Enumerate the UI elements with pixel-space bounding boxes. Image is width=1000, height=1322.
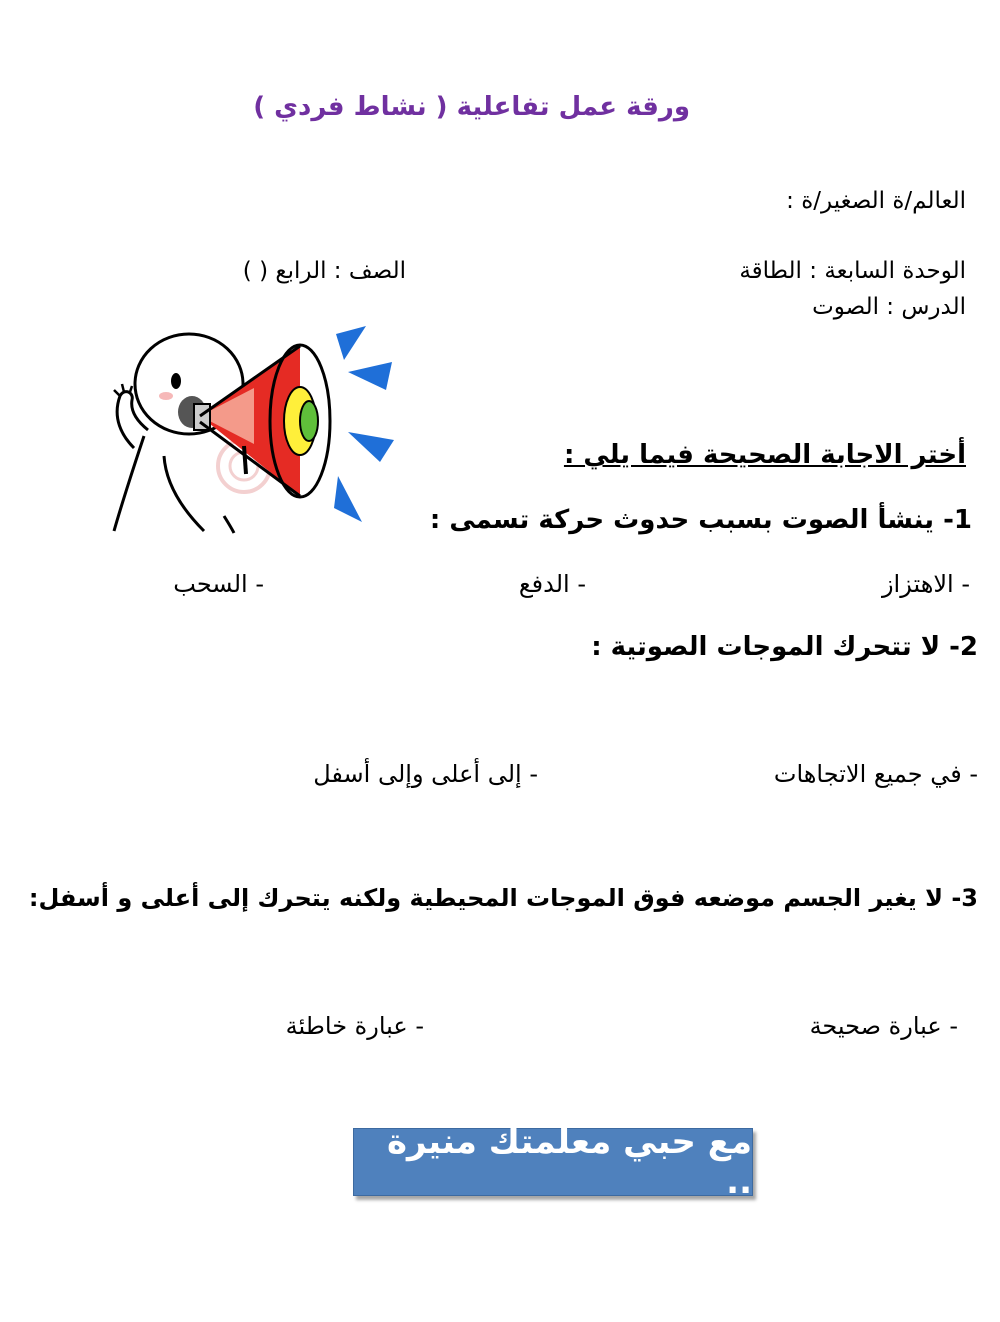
- question-2: 2- لا تتحرك الموجات الصوتية :: [591, 632, 978, 662]
- q1-choice-2[interactable]: - الدفع: [518, 570, 586, 598]
- q3-choice-1[interactable]: - عبارة صحيحة: [809, 1012, 958, 1040]
- teacher-signature-text: مع حبي معلمتك منيرة ..: [386, 1122, 752, 1202]
- student-name-label: العالم/ة الصغير/ة :: [786, 188, 966, 214]
- q1-choice-1[interactable]: - الاهتزاز: [881, 570, 970, 598]
- unit-label: الوحدة السابعة : الطاقة: [739, 258, 966, 284]
- lesson-label: الدرس : الصوت: [812, 294, 966, 320]
- q2-choice-1[interactable]: - في جميع الاتجاهات: [773, 760, 978, 788]
- question-3: 3- لا يغير الجسم موضعه فوق الموجات المحيطية ولكنه يتحرك إلى أعلى و أسفل:: [28, 884, 978, 912]
- question-1: 1- ينشأ الصوت بسبب حدوث حركة تسمى :: [429, 505, 972, 535]
- q2-choice-2[interactable]: - إلى أعلى وإلى أسفل: [313, 760, 538, 788]
- instruction-heading: أختر الاجابة الصحيحة فيما يلي :: [563, 440, 966, 470]
- q3-choice-2[interactable]: - عبارة خاطئة: [285, 1012, 424, 1040]
- worksheet-title: ورقة عمل تفاعلية ( نشاط فردي ): [253, 92, 690, 122]
- q1-choice-3[interactable]: - السحب: [173, 570, 264, 598]
- megaphone-cartoon-illustration: [104, 326, 404, 536]
- teacher-signature-box: [353, 1122, 753, 1202]
- grade-label: الصف : الرابع ( ): [242, 258, 406, 284]
